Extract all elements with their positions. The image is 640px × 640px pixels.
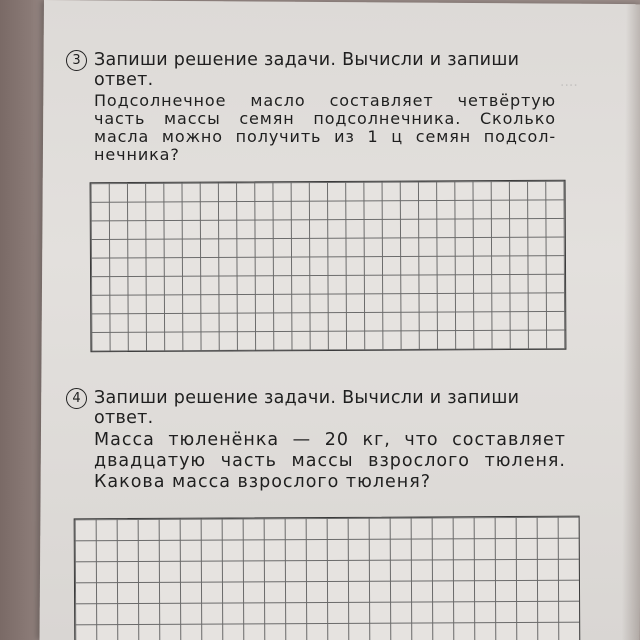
answer-grid-task-4[interactable] — [74, 516, 581, 640]
task-number-badge: 4 — [66, 388, 87, 409]
task-4-problem: Масса тюленёнка — 20 кг, что составляет двадцатую часть массы взрослого тюленя. Какова масса взрослого тюленя? — [94, 430, 566, 492]
task-4 — [66, 388, 566, 493]
task-3-problem: Подсолнечное масло составляет четвёртую часть массы семян подсолнечника. Сколько масла можно получить из 1 ц семян подсол-нечника? — [94, 91, 556, 164]
task-4-header — [66, 388, 566, 428]
answer-grid-task-3[interactable] — [90, 180, 567, 352]
task-3-header — [66, 50, 556, 90]
task-3 — [66, 50, 556, 164]
task-4-instruction: Запиши решение задачи. Вычисли и запиши ответ. — [94, 388, 520, 428]
bleed-through-text: ···· — [560, 78, 578, 94]
page-edge-shadow — [622, 4, 640, 640]
task-number-badge: 3 — [66, 50, 87, 71]
task-3-instruction: Запиши решение задачи. Вычисли и запиши ответ. — [94, 50, 520, 90]
